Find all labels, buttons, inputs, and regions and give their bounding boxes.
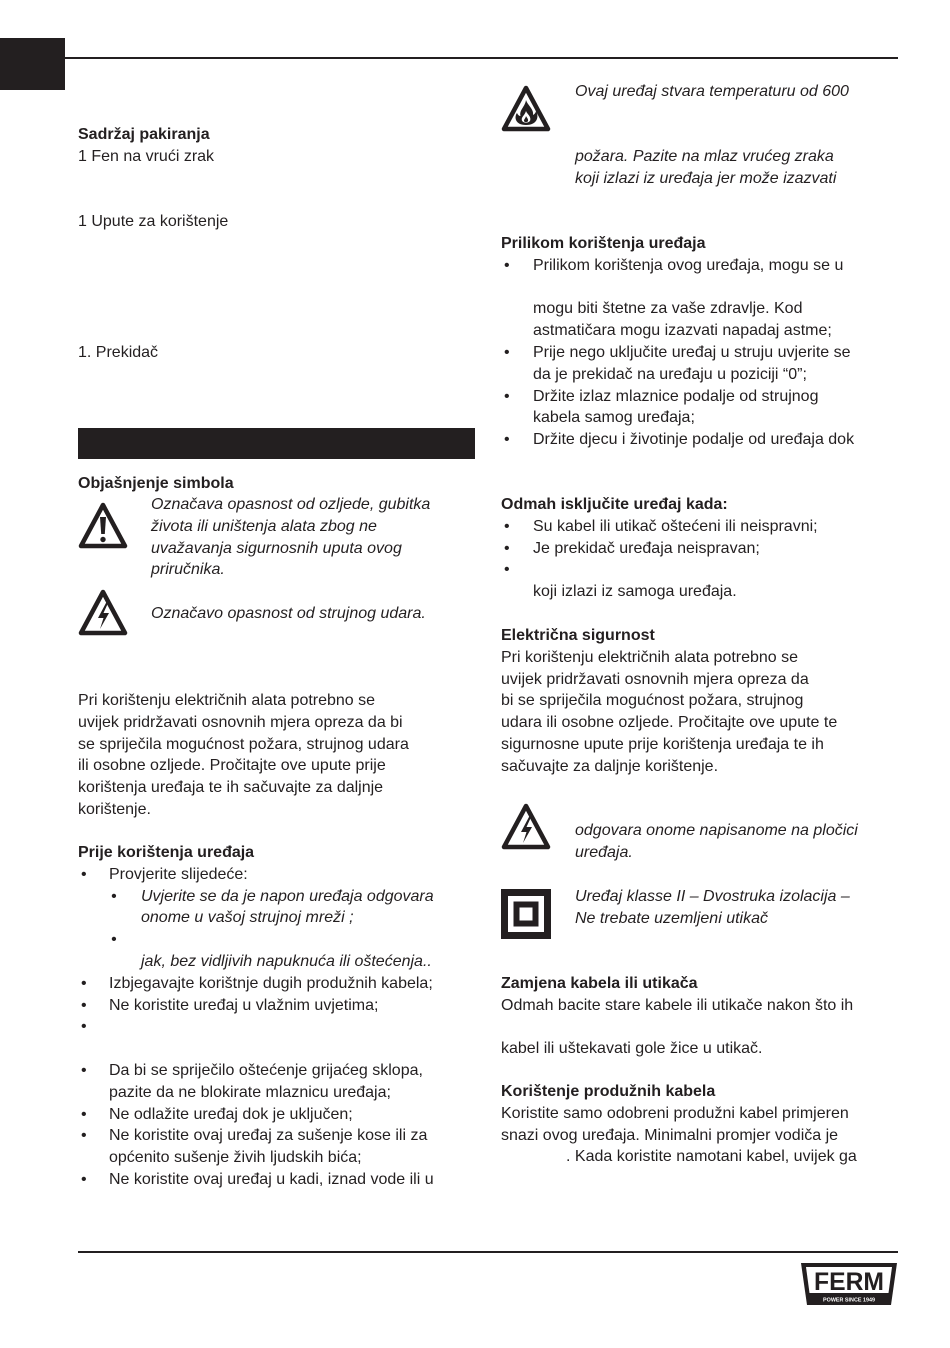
before-use-section	[78, 842, 478, 1191]
sub-list-item-cont: onome u vašoj strujnoj mreži ;	[141, 909, 354, 927]
symbols-section	[78, 473, 234, 495]
blank-line	[78, 1038, 478, 1060]
list-item-cont: kabela samog uređaja;	[533, 409, 695, 427]
electrical-line: bi se spriječila mogućnost požara, strujnog	[501, 692, 804, 710]
intro-line: ili osobne ozljede. Pročitajte ove upute prije	[78, 757, 386, 775]
extension-cable-section	[501, 1081, 857, 1168]
footer-rule	[78, 1251, 898, 1253]
electrical-line: Pri korištenju električnih alata potrebno se	[501, 648, 799, 666]
extension-cable-line: Koristite samo odobreni produžni kabel primjeren	[501, 1104, 849, 1122]
symbols-heading: Objašnjenje simbola	[78, 475, 234, 492]
voltage-note-line: uređaja.	[575, 843, 633, 861]
list-item-cont: pazite da ne blokirate mlaznicu uređaja;	[109, 1083, 391, 1101]
sub-list-item-cont: jak, bez vidljivih napuknuća ili oštećenja..	[141, 952, 432, 970]
list-item	[78, 1016, 478, 1038]
logo-tagline: POWER SINCE 1949	[823, 1297, 876, 1304]
list-item	[501, 559, 901, 581]
blank-line	[575, 125, 849, 147]
electrical-safety-section	[501, 625, 837, 778]
electric-shock-icon	[501, 802, 551, 852]
package-item: 1 Upute za korištenje	[78, 213, 229, 230]
heat-warning-line: koji izlazi iz uređaja jer može izazvati	[575, 170, 837, 188]
list-item-cont: da je prekidač na uređaju u poziciji “0”;	[533, 365, 807, 383]
cable-replacement-section	[501, 973, 853, 1060]
sub-list-item	[78, 929, 478, 951]
intro-line: uvijek pridržavati osnovnih mjera opreza da bi	[78, 713, 403, 731]
class-ii-line: Uređaj klasse II – Dvostruka izolacija –	[575, 888, 850, 905]
switch-off-heading: Odmah isključite uređaj kada:	[501, 496, 728, 513]
electric-description	[151, 603, 426, 625]
electrical-line: sačuvajte za daljnje korištenje.	[501, 757, 719, 775]
fire-hazard-icon	[501, 84, 551, 134]
list-item-cont: astmatičara mogu izazvati napadaj astme;	[533, 322, 832, 340]
intro-line: korištenja uređaja te ih sačuvajte za daljnje	[78, 779, 384, 797]
parts-list	[78, 342, 158, 364]
class-ii-line: Ne trebate uzemljeni utikač	[575, 909, 768, 927]
electrical-line: udara ili osobne ozljede. Pročitajte ove upute te	[501, 714, 838, 732]
cable-replacement-heading: Zamjena kabela ili utikača	[501, 975, 698, 992]
package-contents-cont	[78, 211, 228, 233]
list-item: • Da bi se spriječilo oštećenje grijaćeg sklopa,	[78, 1060, 478, 1082]
list-item-cont: koji izlazi iz samoga uređaja.	[533, 583, 737, 601]
warning-text-line: života ili uništenja alata zbog ne	[151, 517, 377, 535]
intro-line: se spriječila mogućnost požara, strujnog udara	[78, 735, 409, 753]
voltage-note-line: odgovara onome napisanome na pločici	[575, 822, 858, 839]
heat-warning	[575, 81, 849, 190]
electrical-line: sigurnosne upute prije korištenja uređaja te ih	[501, 735, 824, 753]
extension-cable-line: snazi ovog uređaja. Minimalni promjer vodiča je	[501, 1126, 839, 1144]
list-item: • Ne koristite ovaj uređaj u kadi, iznad vode ili u	[78, 1169, 478, 1191]
ferm-logo	[800, 1262, 898, 1306]
header-rule	[65, 57, 898, 59]
class-ii-description	[575, 886, 850, 930]
sub-list-item: • Uvjerite se da je napon uređaja odgovara	[78, 886, 478, 908]
list-item-cont: općenito sušenje živih ljudskih bića;	[109, 1149, 362, 1167]
page-tab-marker	[0, 38, 65, 90]
warning-text-line: uvažavanja sigurnosnih uputa ovog	[151, 539, 402, 557]
extension-cable-line: . Kada koristite namotani kabel, uvijek ga	[566, 1148, 857, 1166]
cable-replacement-line: kabel ili uštekavati gole žice u utikač.	[501, 1040, 763, 1058]
list-item: • Držite izlaz mlaznice podalje od strujnog	[501, 386, 901, 408]
list-item-cont: mogu biti štetne za vaše zdravlje. Kod	[533, 300, 803, 318]
electrical-line: uvijek pridržavati osnovnih mjera opreza da	[501, 670, 809, 688]
part-item: 1. Prekidač	[78, 344, 159, 361]
intro-line: korištenje.	[78, 800, 151, 818]
list-item: • Ne odlažite uređaj dok je uključen;	[78, 1104, 478, 1126]
list-item: • Ne koristite uređaj u vlažnim uvjetima;	[78, 995, 478, 1017]
list-item: • Prije nego uključite uređaj u struju uvjerite se	[501, 342, 901, 364]
intro-paragraph	[78, 690, 409, 821]
blank-line	[575, 103, 849, 125]
package-heading: Sadržaj pakiranja	[78, 126, 210, 143]
extension-cable-heading: Korištenje produžnih kabela	[501, 1083, 716, 1100]
list-item: • Ne koristite ovaj uređaj za sušenje kose ili za	[78, 1125, 478, 1147]
list-item: • Izbjegavajte korištnje dugih produžnih kabela;	[78, 973, 478, 995]
warning-text-line: priručnika.	[151, 561, 225, 579]
intro-line: Pri korištenju električnih alata potrebno se	[78, 692, 376, 709]
during-use-section	[501, 233, 901, 451]
during-use-heading: Prilikom korištenja uređaja	[501, 235, 706, 252]
before-use-heading: Prije korištenja uređaja	[78, 844, 255, 861]
warning-icon	[78, 501, 128, 551]
blank-line	[501, 277, 901, 299]
list-item: • Prilikom korištenja ovog uređaja, mogu se u	[501, 255, 901, 277]
list-item: • Držite djecu i životinje podalje od uređaja dok	[501, 429, 901, 451]
warning-text-line: Označava opasnost od ozljede, gubitka	[151, 496, 431, 513]
heat-warning-line: požara. Pazite na mlaz vrućeg zraka	[575, 148, 834, 166]
package-contents	[78, 124, 214, 168]
list-item: • Provjerite slijedeće:	[78, 864, 478, 886]
electric-shock-icon	[78, 588, 128, 638]
warning-description	[151, 494, 430, 581]
blank-line	[501, 1017, 853, 1039]
list-item: • Su kabel ili utikač oštećeni ili neispravni;	[501, 516, 901, 538]
heat-warning-line: Ovaj uređaj stvara temperaturu od 600	[575, 83, 849, 100]
list-item: • Je prekidač uređaja neispravan;	[501, 538, 901, 560]
class-ii-insulation-icon	[501, 889, 551, 939]
logo-wordmark: FERM	[814, 1268, 884, 1296]
electrical-heading: Električna sigurnost	[501, 627, 655, 644]
switch-off-section	[501, 494, 901, 603]
voltage-note	[575, 820, 858, 864]
package-item: 1 Fen na vrući zrak	[78, 147, 215, 165]
electric-text: Označavo opasnost od strujnog udara.	[151, 605, 426, 622]
section-header-bar	[78, 428, 475, 459]
cable-replacement-line: Odmah bacite stare kabele ili utikače nakon što ih	[501, 996, 854, 1014]
